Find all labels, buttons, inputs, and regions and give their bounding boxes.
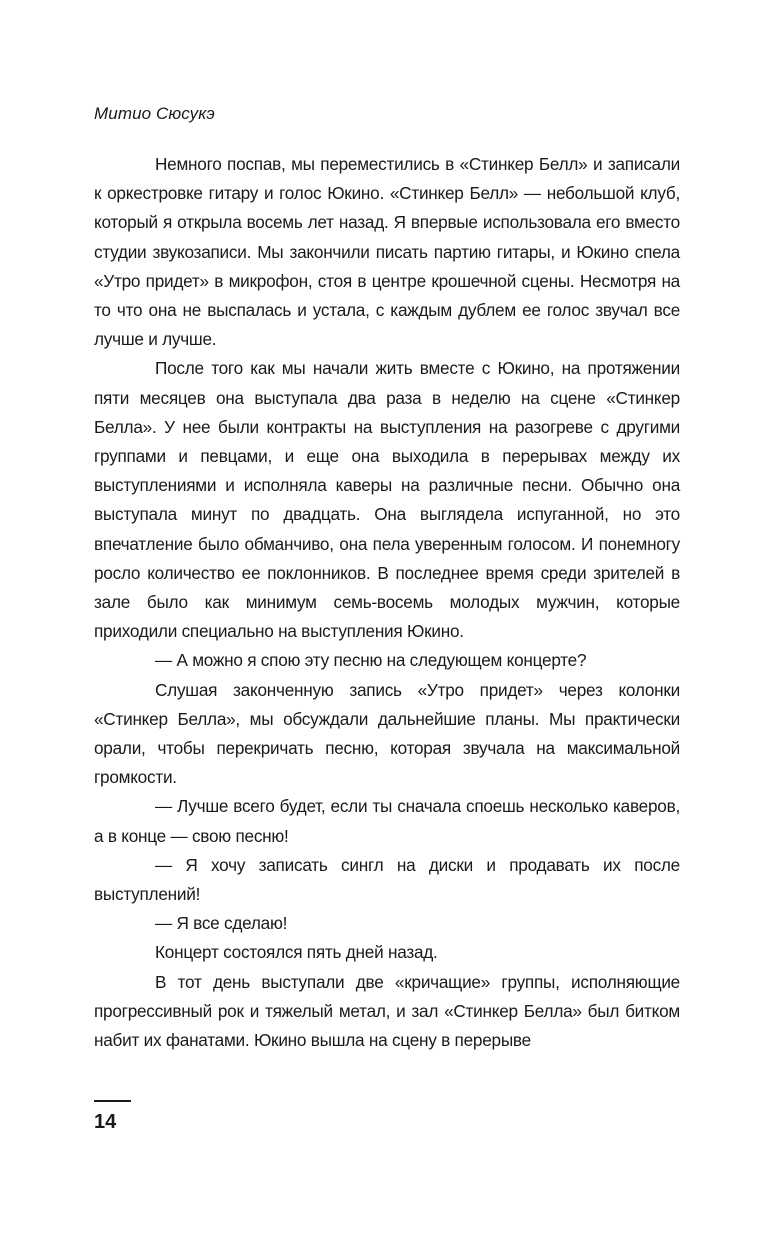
dialogue-line: — Я все сделаю! [155, 913, 288, 934]
body-text [94, 150, 680, 1055]
dialogue-line: — Я хочу записать сингл на диски и продавать их после выступлений! [94, 854, 680, 905]
page-number: 14 [94, 1111, 117, 1133]
dialogue-line: — А можно я спою эту песню на следующем концерте? [155, 650, 587, 671]
paragraph: После того как мы начали жить вместе с Юкино, на протяжении пяти месяцев она выступала два раза в неделю на сцене «Стинкер Белла». У нее были контракты на выступления на разогреве с другими группами и певцами, и еще она выходила в перерывах между их выступлениями и исполняла каверы на различные песни. Обычно она выступала минут по двадцать. Она выглядела испуганной, но это впечатление было обманчиво, она пела уверенным голосом. И понемногу росло количество ее поклонников. В последнее время среди зрителей в зале было как минимум семь-восемь молодых мужчин, которые приходили специально на выступления Юкино. [94, 358, 680, 642]
paragraph: Концерт состоялся пять дней назад. [155, 942, 438, 963]
dialogue-line: — Лучше всего будет, если ты сначала споешь несколько каверов, а в конце — свою песню! [94, 796, 680, 846]
paragraph: В тот день выступали две «кричащие» группы, исполняющие прогрессивный рок и тяжелый метал, и зал «Стинкер Белла» был битком набит их фанатами. Юкино вышла на сцену в перерыве [94, 971, 680, 1051]
running-head-author: Митио Сюсукэ [94, 104, 215, 123]
paragraph: Немного поспав, мы переместились в «Стинкер Белл» и записали к оркестровке гитару и голос Юкино. «Стинкер Белл» — небольшой клуб, который я открыла восемь лет назад. Я впервые использовала его вместо студии звукозаписи. Мы закончили писать партию гитары, и Юкино спела «Утро придет» в микрофон, стоя в центре крошечной сцены. Несмотря на то что она не выспалась и устала, с каждым дублем ее голос звучал все лучше и лучше. [94, 154, 680, 350]
paragraph: Слушая законченную запись «Утро придет» через колонки «Стинкер Белла», мы обсуждали дальнейшие планы. Мы практически орали, чтобы перекричать песню, которая звучала на максимальной громкости. [94, 679, 680, 788]
page-number-rule [94, 1100, 131, 1102]
